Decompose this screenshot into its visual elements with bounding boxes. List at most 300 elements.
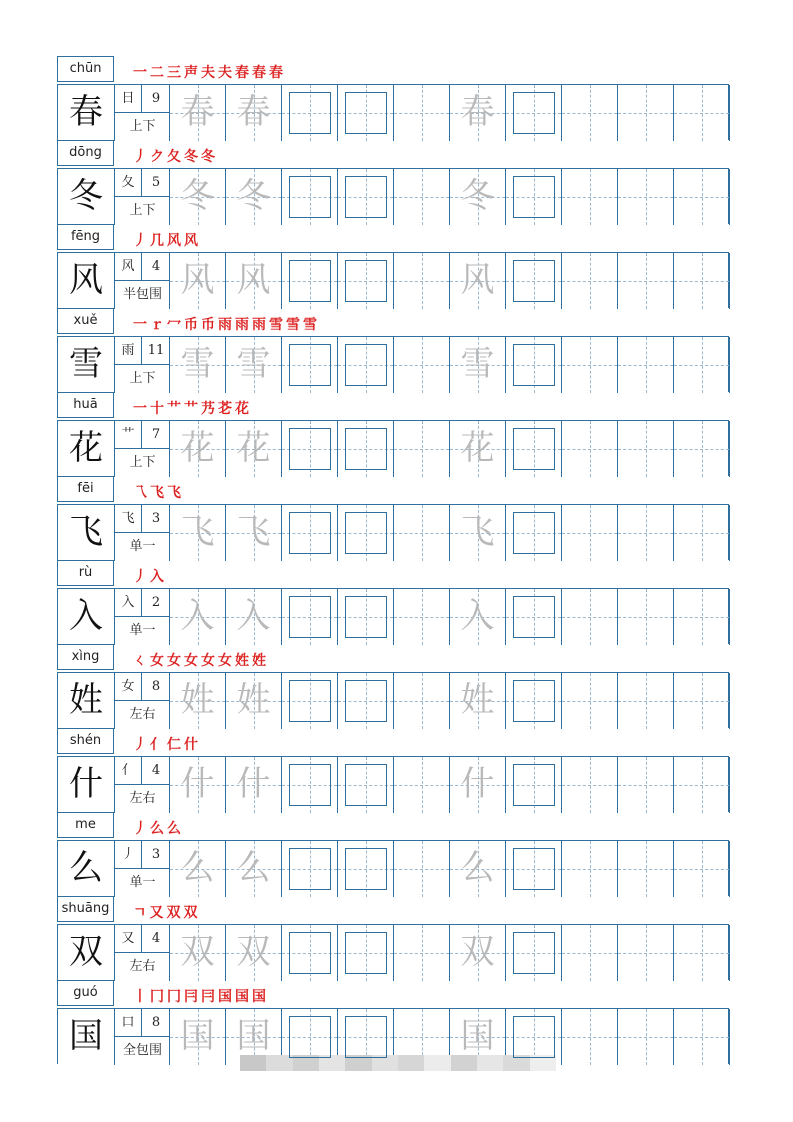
stroke-step: 女 <box>218 653 234 669</box>
inner-frame <box>513 680 555 722</box>
practice-box[interactable] <box>506 85 562 141</box>
stroke-step: 雨 <box>218 317 234 333</box>
inner-frame <box>513 344 555 386</box>
stroke-count: 4 <box>142 925 170 953</box>
char-info <box>115 337 170 393</box>
stroke-step: 丿 <box>133 821 149 837</box>
practice-box[interactable] <box>282 169 338 225</box>
char-row <box>57 560 729 644</box>
practice-box[interactable] <box>282 337 338 393</box>
trace-character: 国 <box>236 1016 271 1056</box>
writing-grid <box>57 756 729 812</box>
stroke-sequence <box>133 312 320 334</box>
practice-box[interactable] <box>562 1009 618 1065</box>
stroke-count: 5 <box>142 169 170 197</box>
stroke-count: 3 <box>142 841 170 869</box>
stroke-step: 又 <box>149 905 166 921</box>
practice-box[interactable] <box>338 421 394 477</box>
practice-box[interactable] <box>394 253 450 309</box>
trace-character: 冬 <box>180 176 215 216</box>
stroke-step: 国 <box>252 989 268 1005</box>
structure-type: 左右 <box>129 959 156 974</box>
char-info <box>115 421 170 477</box>
practice-box[interactable] <box>450 421 506 477</box>
char-row <box>57 476 729 560</box>
practice-box[interactable] <box>450 253 506 309</box>
practice-box[interactable] <box>506 1009 562 1065</box>
practice-box[interactable] <box>506 925 562 981</box>
stroke-count: 9 <box>142 85 170 113</box>
practice-box[interactable] <box>618 169 674 225</box>
practice-box[interactable] <box>506 253 562 309</box>
radical: 夂 <box>115 169 142 197</box>
footer-block <box>398 1055 424 1071</box>
practice-box[interactable] <box>562 253 618 309</box>
model-character: 姓 <box>58 673 115 729</box>
stroke-step: ㄱ <box>133 905 149 921</box>
practice-box[interactable] <box>226 925 282 981</box>
practice-box[interactable] <box>450 337 506 393</box>
pinyin-label: chūn <box>57 56 114 82</box>
practice-box[interactable] <box>394 757 450 813</box>
inner-frame <box>289 176 331 218</box>
trace-character: 雪 <box>236 344 271 384</box>
blurred-footer <box>240 1055 556 1071</box>
practice-box[interactable] <box>338 85 394 141</box>
stroke-sequence <box>133 648 269 670</box>
practice-box[interactable] <box>562 925 618 981</box>
inner-frame <box>345 848 387 890</box>
stroke-step: 冬 <box>184 149 200 165</box>
practice-box[interactable] <box>618 589 674 645</box>
model-character: 花 <box>58 421 115 477</box>
practice-box[interactable] <box>394 169 450 225</box>
trace-character: 姓 <box>460 680 495 720</box>
stroke-step: 雪 <box>286 317 302 333</box>
practice-box[interactable] <box>618 253 674 309</box>
stroke-step: 夂 <box>167 149 183 165</box>
practice-box[interactable] <box>674 589 730 645</box>
radical: 入 <box>115 589 142 617</box>
practice-box[interactable] <box>674 505 730 561</box>
inner-frame <box>513 596 555 638</box>
stroke-step: 冂 <box>167 989 183 1005</box>
practice-box[interactable] <box>618 85 674 141</box>
trace-character: 风 <box>460 260 495 300</box>
trace-character: 风 <box>180 260 215 300</box>
practice-box[interactable] <box>170 85 226 141</box>
practice-box[interactable] <box>562 505 618 561</box>
practice-box[interactable] <box>450 841 506 897</box>
stroke-step: 丨 <box>133 989 149 1005</box>
char-row <box>57 56 729 140</box>
practice-box[interactable] <box>338 925 394 981</box>
practice-box[interactable] <box>618 841 674 897</box>
practice-box[interactable] <box>226 673 282 729</box>
practice-box[interactable] <box>618 673 674 729</box>
practice-box[interactable] <box>170 169 226 225</box>
inner-frame <box>289 92 331 134</box>
stroke-step: 冃 <box>184 989 200 1005</box>
trace-character: 花 <box>460 428 495 468</box>
practice-box[interactable] <box>674 421 730 477</box>
trace-character: 春 <box>180 92 215 132</box>
radical: 雨 <box>115 337 142 365</box>
stroke-count: 7 <box>142 421 170 449</box>
pinyin-label: xìng <box>57 644 114 670</box>
inner-frame <box>345 260 387 302</box>
char-info <box>115 85 170 141</box>
practice-box[interactable] <box>394 589 450 645</box>
char-row <box>57 728 729 812</box>
trace-character: 入 <box>460 596 495 636</box>
trace-character: 飞 <box>180 512 215 552</box>
inner-frame <box>513 848 555 890</box>
practice-box[interactable] <box>226 421 282 477</box>
practice-box[interactable] <box>170 589 226 645</box>
practice-box[interactable] <box>674 169 730 225</box>
structure-type: 上下 <box>129 371 156 386</box>
stroke-step: 女 <box>184 653 200 669</box>
practice-box[interactable] <box>170 757 226 813</box>
inner-frame <box>289 848 331 890</box>
model-character: 国 <box>58 1009 115 1065</box>
practice-box[interactable] <box>506 169 562 225</box>
trace-character: 飞 <box>460 512 495 552</box>
practice-box[interactable] <box>226 253 282 309</box>
practice-box[interactable] <box>170 253 226 309</box>
practice-box[interactable] <box>450 85 506 141</box>
stroke-step: 双 <box>183 905 200 921</box>
stroke-step: 二 <box>150 65 166 81</box>
stroke-step: 仁 <box>167 737 183 753</box>
stroke-step: 女 <box>201 653 217 669</box>
trace-character: 姓 <box>180 680 215 720</box>
practice-box[interactable] <box>394 673 450 729</box>
stroke-step: 雪 <box>303 317 319 333</box>
practice-box[interactable] <box>562 589 618 645</box>
structure-type: 单一 <box>129 623 156 638</box>
practice-box[interactable] <box>338 589 394 645</box>
practice-box[interactable] <box>282 841 338 897</box>
trace-character: 什 <box>180 764 215 804</box>
practice-box[interactable] <box>506 421 562 477</box>
radical: 亻 <box>115 757 142 785</box>
practice-box[interactable] <box>562 169 618 225</box>
practice-box[interactable] <box>170 925 226 981</box>
practice-box[interactable] <box>674 841 730 897</box>
trace-character: 冬 <box>460 176 495 216</box>
stroke-step: 姓 <box>235 653 251 669</box>
inner-frame <box>513 92 555 134</box>
inner-frame <box>513 932 555 974</box>
trace-character: 国 <box>180 1016 215 1056</box>
writing-grid <box>57 420 729 476</box>
stroke-step: 雨 <box>252 317 268 333</box>
stroke-step: 国 <box>218 989 234 1005</box>
model-character: 入 <box>58 589 115 645</box>
practice-box[interactable] <box>394 337 450 393</box>
practice-box[interactable] <box>226 1009 282 1065</box>
stroke-step: 飞 <box>167 485 183 501</box>
practice-box[interactable] <box>562 337 618 393</box>
stroke-step: 艹 <box>167 401 183 417</box>
stroke-step: 丿 <box>133 233 149 249</box>
practice-box[interactable] <box>282 421 338 477</box>
char-info <box>115 841 170 897</box>
structure-type: 单一 <box>129 875 156 890</box>
inner-frame <box>345 92 387 134</box>
stroke-sequence <box>133 984 269 1006</box>
stroke-sequence <box>133 144 218 166</box>
inner-frame <box>345 932 387 974</box>
practice-box[interactable] <box>618 757 674 813</box>
practice-box[interactable] <box>450 925 506 981</box>
trace-character: 雪 <box>460 344 495 384</box>
practice-box[interactable] <box>170 673 226 729</box>
practice-box[interactable] <box>338 169 394 225</box>
practice-box[interactable] <box>674 673 730 729</box>
practice-box[interactable] <box>394 925 450 981</box>
trace-character: 雪 <box>180 344 215 384</box>
inner-frame <box>289 764 331 806</box>
practice-box[interactable] <box>394 421 450 477</box>
practice-box[interactable] <box>338 757 394 813</box>
practice-box[interactable] <box>226 85 282 141</box>
char-row <box>57 392 729 476</box>
trace-character: 春 <box>460 92 495 132</box>
practice-box[interactable] <box>618 1009 674 1065</box>
inner-frame <box>289 932 331 974</box>
pinyin-label: fēi <box>57 476 114 502</box>
structure-type: 左右 <box>129 791 156 806</box>
practice-box[interactable] <box>674 253 730 309</box>
practice-box[interactable] <box>506 505 562 561</box>
inner-frame <box>289 596 331 638</box>
practice-box[interactable] <box>226 505 282 561</box>
stroke-step: 冃 <box>201 989 217 1005</box>
practice-box[interactable] <box>338 253 394 309</box>
practice-box[interactable] <box>282 85 338 141</box>
practice-box[interactable] <box>562 421 618 477</box>
stroke-sequence <box>133 816 184 838</box>
inner-frame <box>289 260 331 302</box>
stroke-step: 雪 <box>269 317 285 333</box>
practice-box[interactable] <box>282 1009 338 1065</box>
writing-grid <box>57 168 729 224</box>
trace-character: 花 <box>180 428 215 468</box>
stroke-step: 什 <box>184 737 200 753</box>
practice-box[interactable] <box>450 589 506 645</box>
stroke-sequence <box>133 564 167 586</box>
radical: 口 <box>115 1009 142 1037</box>
char-row <box>57 644 729 728</box>
writing-grid <box>57 924 729 980</box>
stroke-step: 花 <box>235 401 251 417</box>
practice-box[interactable] <box>618 505 674 561</box>
practice-box[interactable] <box>226 589 282 645</box>
stroke-step: ｒ <box>150 317 166 333</box>
practice-box[interactable] <box>562 757 618 813</box>
stroke-step: 一 <box>133 65 149 81</box>
stroke-step: 入 <box>150 569 166 585</box>
inner-frame <box>345 764 387 806</box>
trace-character: 什 <box>236 764 271 804</box>
radical: 艹 <box>115 421 142 449</box>
char-info <box>115 757 170 813</box>
practice-box[interactable] <box>338 1009 394 1065</box>
char-row <box>57 896 729 980</box>
practice-box[interactable] <box>450 757 506 813</box>
stroke-sequence <box>133 732 201 754</box>
pinyin-label: shén <box>57 728 114 754</box>
practice-box[interactable] <box>170 421 226 477</box>
structure-type: 上下 <box>129 455 156 470</box>
practice-box[interactable] <box>282 589 338 645</box>
inner-frame <box>513 260 555 302</box>
stroke-step: 芲 <box>218 401 234 417</box>
practice-box[interactable] <box>170 505 226 561</box>
model-character: 风 <box>58 253 115 309</box>
stroke-step: 丿 <box>133 569 149 585</box>
practice-box[interactable] <box>674 85 730 141</box>
inner-frame <box>345 512 387 554</box>
practice-box[interactable] <box>226 169 282 225</box>
stroke-step: 双 <box>166 905 183 921</box>
practice-box[interactable] <box>170 841 226 897</box>
char-info <box>115 589 170 645</box>
writing-grid <box>57 672 729 728</box>
stroke-step: 丿 <box>133 737 149 753</box>
trace-character: 国 <box>460 1016 495 1056</box>
practice-box[interactable] <box>506 757 562 813</box>
inner-frame <box>345 428 387 470</box>
stroke-step: 夫 <box>201 65 217 81</box>
practice-box[interactable] <box>674 1009 730 1065</box>
stroke-step: 三 <box>167 65 183 81</box>
practice-box[interactable] <box>338 841 394 897</box>
stroke-step: 丿 <box>133 149 149 165</box>
inner-frame <box>513 1016 555 1058</box>
writing-grid <box>57 588 729 644</box>
footer-block <box>424 1055 450 1071</box>
stroke-step: 冖 <box>167 317 183 333</box>
stroke-step: ク <box>150 149 166 165</box>
stroke-step: 一 <box>133 317 149 333</box>
model-character: 雪 <box>58 337 115 393</box>
practice-box[interactable] <box>450 673 506 729</box>
stroke-step: 姓 <box>252 653 268 669</box>
practice-box[interactable] <box>338 673 394 729</box>
practice-box[interactable] <box>282 757 338 813</box>
practice-box[interactable] <box>562 841 618 897</box>
char-info <box>115 253 170 309</box>
practice-box[interactable] <box>506 337 562 393</box>
radical: 女 <box>115 673 142 701</box>
practice-box[interactable] <box>562 673 618 729</box>
practice-box[interactable] <box>338 337 394 393</box>
stroke-step: 冂 <box>150 989 166 1005</box>
practice-box[interactable] <box>450 169 506 225</box>
practice-box[interactable] <box>506 841 562 897</box>
stroke-sequence <box>133 228 201 250</box>
practice-box[interactable] <box>170 337 226 393</box>
practice-box[interactable] <box>450 505 506 561</box>
practice-box[interactable] <box>562 85 618 141</box>
practice-box[interactable] <box>450 1009 506 1065</box>
trace-character: 风 <box>236 260 271 300</box>
trace-character: 花 <box>236 428 271 468</box>
inner-frame <box>513 512 555 554</box>
practice-box[interactable] <box>506 589 562 645</box>
structure-type: 单一 <box>129 539 156 554</box>
radical: 又 <box>115 925 142 953</box>
char-info <box>115 169 170 225</box>
practice-box[interactable] <box>506 673 562 729</box>
writing-grid <box>57 252 729 308</box>
pinyin-label: dōng <box>57 140 114 166</box>
practice-box[interactable] <box>618 925 674 981</box>
practice-box[interactable] <box>618 337 674 393</box>
practice-box[interactable] <box>674 925 730 981</box>
inner-frame <box>289 680 331 722</box>
stroke-step: 风 <box>167 233 183 249</box>
inner-frame <box>513 764 555 806</box>
pinyin-label: huā <box>57 392 114 418</box>
pinyin-label: rù <box>57 560 114 586</box>
char-row <box>57 224 729 308</box>
practice-box[interactable] <box>282 505 338 561</box>
practice-box[interactable] <box>618 421 674 477</box>
stroke-count: 11 <box>142 337 170 365</box>
trace-character: 双 <box>180 932 215 972</box>
trace-character: 双 <box>236 932 271 972</box>
char-row <box>57 812 729 896</box>
inner-frame <box>345 176 387 218</box>
char-info <box>115 673 170 729</box>
practice-box[interactable] <box>394 85 450 141</box>
structure-type: 上下 <box>129 119 156 134</box>
practice-box[interactable] <box>338 505 394 561</box>
trace-character: 么 <box>460 848 495 888</box>
practice-box[interactable] <box>282 253 338 309</box>
practice-box[interactable] <box>226 841 282 897</box>
practice-box[interactable] <box>674 337 730 393</box>
stroke-step: 一 <box>133 401 149 417</box>
char-info <box>115 505 170 561</box>
stroke-step: 艿 <box>201 401 217 417</box>
practice-box[interactable] <box>394 505 450 561</box>
char-row <box>57 140 729 224</box>
practice-box[interactable] <box>394 841 450 897</box>
pinyin-label: guó <box>57 980 114 1006</box>
char-row <box>57 980 729 1064</box>
char-info <box>115 925 170 981</box>
practice-box[interactable] <box>226 757 282 813</box>
practice-box[interactable] <box>282 673 338 729</box>
radical: 飞 <box>115 505 142 533</box>
practice-box[interactable] <box>226 337 282 393</box>
stroke-count: 2 <box>142 589 170 617</box>
inner-frame <box>513 176 555 218</box>
practice-box[interactable] <box>170 1009 226 1065</box>
practice-box[interactable] <box>674 757 730 813</box>
model-character: 冬 <box>58 169 115 225</box>
inner-frame <box>513 428 555 470</box>
stroke-step: 声 <box>184 65 200 81</box>
stroke-step: 么 <box>167 821 183 837</box>
practice-box[interactable] <box>282 925 338 981</box>
